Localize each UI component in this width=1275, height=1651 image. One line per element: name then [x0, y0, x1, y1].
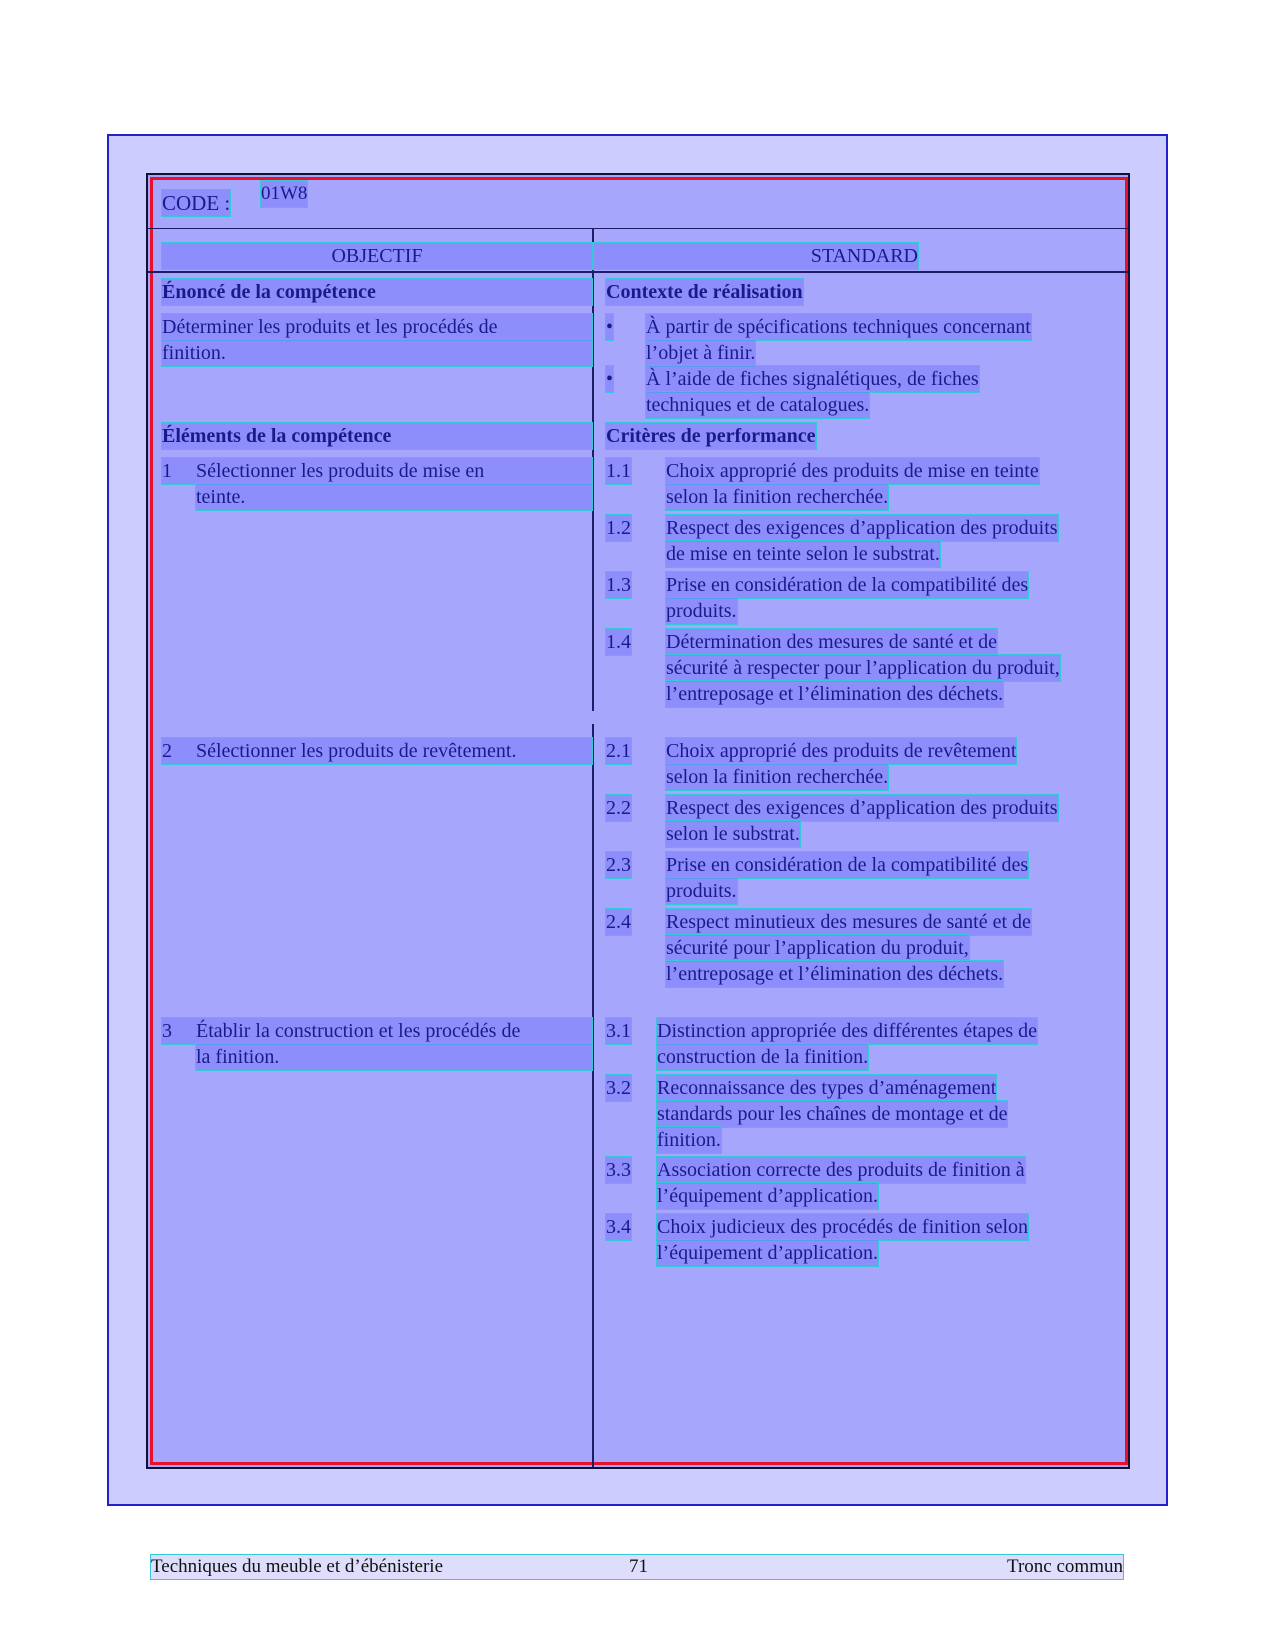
enonce-line: Déterminer les produits et les procédés de [162, 314, 592, 340]
criterion-line: Distinction appropriée des différentes étapes de [657, 1020, 1038, 1042]
context-line: À partir de spécifications techniques concernant [646, 316, 1031, 338]
criterion-line: l’équipement d’application. [657, 1242, 879, 1264]
criterion-line: Prise en considération de la compatibilité des [666, 574, 1029, 596]
criterion-number: 2.3 [606, 854, 631, 876]
objectif-header [162, 243, 592, 269]
criterion-line: sécurité pour l’application du produit, [666, 937, 969, 959]
criterion-line: produits. [666, 600, 737, 622]
element-number: 3 [162, 1020, 172, 1042]
criterion-line: l’entreposage et l’élimination des déchets. [666, 963, 1004, 985]
element-row [162, 458, 592, 484]
page-footer [151, 1555, 1123, 1579]
criterion-line: selon le substrat. [666, 823, 800, 845]
criterion-line: Choix approprié des produits de mise en teinte [666, 460, 1039, 482]
enonce-line: finition. [162, 340, 592, 366]
objectif-header-text: OBJECTIF [331, 245, 423, 267]
criterion-number: 3.4 [606, 1216, 631, 1238]
criterion-number: 2.1 [606, 740, 631, 762]
element-text: Sélectionner les produits de revêtement. [196, 740, 517, 762]
criterion-line: selon la finition recherchée. [666, 766, 889, 788]
criterion-line: Choix approprié des produits de revêtement [666, 740, 1017, 762]
footer-title: Techniques du meuble et d’ébénisterie [151, 1556, 444, 1577]
element-row [162, 738, 592, 764]
criterion-line: selon la finition recherchée. [666, 486, 889, 508]
criterion-number: 3.1 [606, 1020, 631, 1042]
criterion-line: Respect minutieux des mesures de santé et de [666, 911, 1031, 933]
criterion-line: l’entreposage et l’élimination des déchets. [666, 683, 1004, 705]
criterion-line: Prise en considération de la compatibilité des [666, 854, 1029, 876]
criterion-line: Respect des exigences d’application des produits [666, 797, 1058, 819]
criterion-line: sécurité à respecter pour l’application du produit, [666, 657, 1060, 679]
criterion-line: finition. [657, 1129, 721, 1151]
footer-section: Tronc commun [1007, 1556, 1123, 1577]
criterion-number: 1.4 [606, 631, 631, 653]
criterion-line: de mise en teinte selon le substrat. [666, 543, 940, 565]
criterion-number: 3.2 [606, 1077, 631, 1099]
column-divider [592, 229, 594, 711]
criteres-title: Critères de performance [606, 425, 816, 447]
bullet-symbol: • [606, 316, 614, 338]
criterion-number: 1.3 [606, 574, 631, 596]
standard-header [594, 243, 918, 269]
page-number: 71 [629, 1556, 648, 1577]
column-divider-lower [592, 724, 594, 1467]
header-divider [148, 228, 1128, 229]
criterion-line: Association correcte des produits de finition à [657, 1159, 1025, 1181]
code-label: CODE : [162, 191, 231, 215]
code-value: 01W8 [261, 181, 307, 207]
contexte-title: Contexte de réalisation [606, 281, 803, 303]
element-line: la finition. [196, 1044, 592, 1070]
context-line: techniques et de catalogues. [646, 394, 870, 416]
standard-header-text: STANDARD [810, 245, 918, 267]
criterion-line: l’équipement d’application. [657, 1185, 879, 1207]
criterion-number: 2.4 [606, 911, 631, 933]
criterion-line: produits. [666, 880, 737, 902]
criterion-number: 1.1 [606, 460, 631, 482]
criterion-line: Détermination des mesures de santé et de [666, 631, 997, 653]
element-row [162, 1018, 592, 1044]
bullet-symbol: • [606, 368, 614, 390]
criterion-line: Reconnaissance des types d’aménagement [657, 1077, 997, 1099]
column-header-divider [148, 271, 1128, 273]
competency-table [146, 173, 1130, 1469]
element-text: Établir la construction et les procédés de [196, 1020, 521, 1042]
criterion-line: standards pour les chaînes de montage et de [657, 1103, 1008, 1125]
elements-title: Éléments de la compétence [162, 423, 592, 449]
criterion-line: construction de la finition. [657, 1046, 869, 1068]
element-number: 2 [162, 740, 172, 762]
enonce-title: Énoncé de la compétence [162, 279, 592, 305]
context-line: À l’aide de fiches signalétiques, de fiches [646, 368, 979, 390]
element-number: 1 [162, 460, 172, 482]
element-text: Sélectionner les produits de mise en [196, 460, 485, 482]
criterion-number: 3.3 [606, 1159, 631, 1181]
context-line: l’objet à finir. [646, 342, 756, 364]
criterion-number: 1.2 [606, 517, 631, 539]
criterion-line: Choix judicieux des procédés de finition selon [657, 1216, 1029, 1238]
criterion-number: 2.2 [606, 797, 631, 819]
criterion-line: Respect des exigences d’application des produits [666, 517, 1058, 539]
element-line: teinte. [196, 484, 592, 510]
